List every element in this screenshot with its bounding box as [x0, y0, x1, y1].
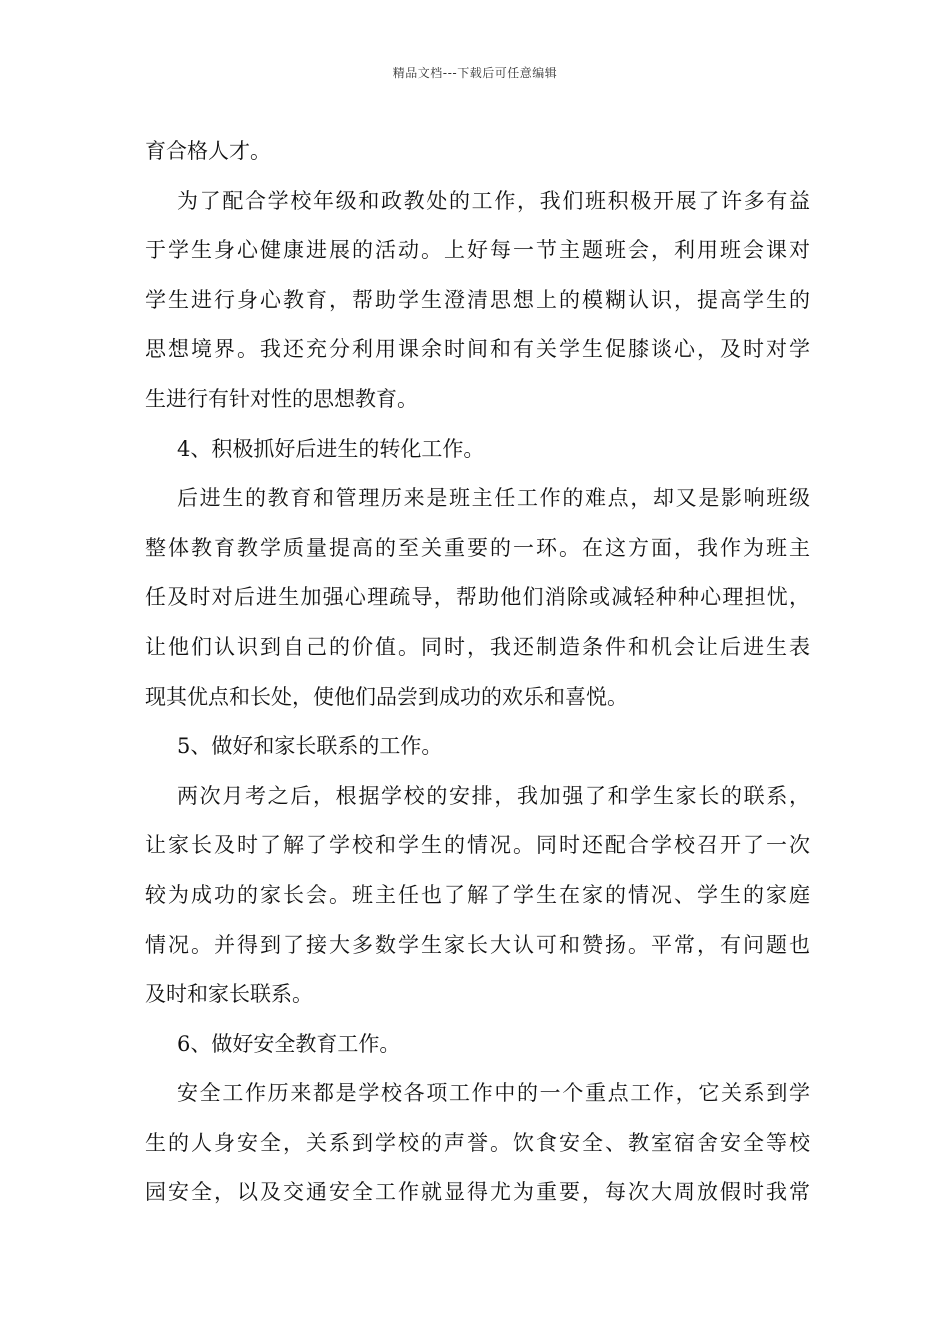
text-line: 整体教育教学质量提高的至关重要的一环。在这方面，我作为班主	[145, 535, 810, 560]
text-line: 任及时对后进生加强心理疏导，帮助他们消除或减轻种种心理担忧，	[145, 585, 810, 610]
text-line: 于学生身心健康进展的活动。上好每一节主题班会，利用班会课对	[145, 238, 810, 263]
text-line: 学生进行身心教育，帮助学生澄清思想上的模糊认识，提高学生的	[145, 287, 810, 312]
text-line: 育合格人才。	[145, 139, 271, 163]
text-line: 后进生的教育和管理历来是班主任工作的难点，却又是影响班级	[177, 486, 810, 511]
text-line: 思想境界。我还充分利用课余时间和有关学生促膝谈心，及时对学	[145, 337, 810, 362]
text-line: 两次月考之后，根据学校的安排，我加强了和学生家长的联系，	[177, 783, 810, 808]
text-line: 为了配合学校年级和政教处的工作，我们班积极开展了许多有益	[177, 188, 810, 213]
text-line: 生的人身安全，关系到学校的声誉。饮食安全、教室宿舍安全等校	[145, 1130, 810, 1155]
text-line: 生进行有针对性的思想教育。	[145, 386, 418, 411]
page-header: 精品文档---下载后可任意编辑	[392, 66, 558, 80]
text-line: 情况。并得到了接大多数学生家长大认可和赞扬。平常，有问题也	[145, 932, 810, 957]
text-line: 园安全，以及交通安全工作就显得尤为重要，每次大周放假时我常	[145, 1180, 810, 1205]
text-line: 6、做好安全教育工作。	[177, 1031, 401, 1056]
text-line: 现其优点和长处，使他们品尝到成功的欢乐和喜悦。	[145, 684, 628, 709]
text-line: 及时和家长联系。	[145, 982, 313, 1007]
text-line: 5、做好和家长联系的工作。	[177, 734, 443, 759]
text-line: 安全工作历来都是学校各项工作中的一个重点工作，它关系到学	[177, 1081, 810, 1106]
text-line: 4、积极抓好后进生的转化工作。	[177, 436, 485, 461]
document-body	[145, 127, 810, 1218]
text-line: 让他们认识到自己的价值。同时，我还制造条件和机会让后进生表	[145, 634, 810, 659]
text-line: 较为成功的家长会。班主任也了解了学生在家的情况、学生的家庭	[145, 882, 810, 907]
text-line: 让家长及时了解了学校和学生的情况。同时还配合学校召开了一次	[145, 833, 810, 858]
